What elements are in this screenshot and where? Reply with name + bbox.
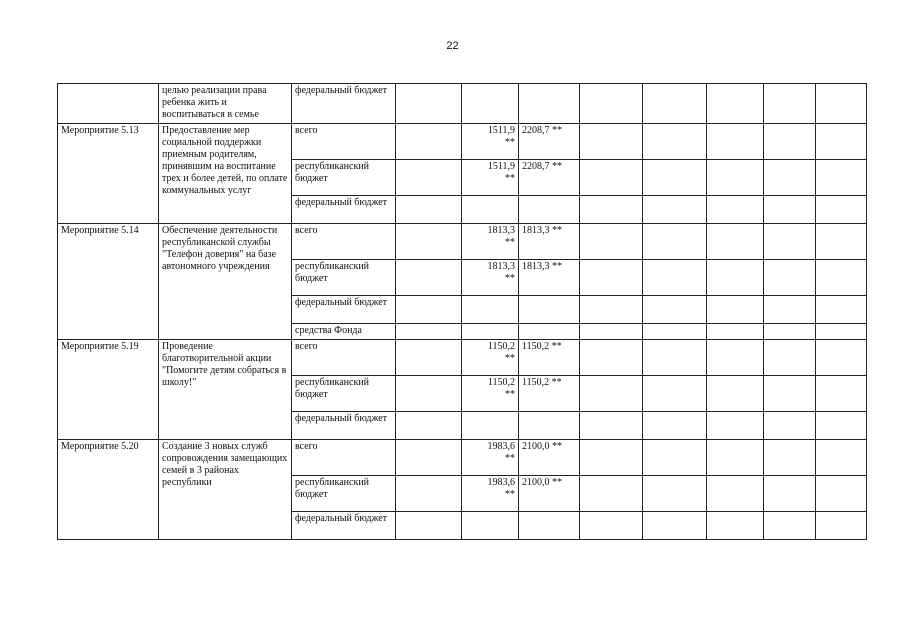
amount-footnote-mark: ** — [505, 489, 515, 500]
empty-cell — [643, 260, 707, 296]
amount-cell: 1150,2 ** — [519, 376, 580, 412]
empty-cell — [707, 160, 764, 196]
empty-cell — [396, 84, 462, 124]
empty-cell — [580, 160, 643, 196]
amount-cell: 1150,2 ** — [519, 340, 580, 376]
measure-description-cell: Проведение благотворительной акции "Помогите детям собраться в школу!" — [159, 340, 292, 440]
measure-description-cell: Предоставление мер социальной поддержки приемным родителям, принявшим на воспитание трех и более детей, по оплате коммунальных услуг — [159, 124, 292, 224]
amount-cell: 2208,7 ** — [519, 160, 580, 196]
empty-cell — [707, 260, 764, 296]
empty-cell — [764, 324, 816, 340]
amount-cell — [462, 260, 519, 296]
funding-source-cell: республиканский бюджет — [292, 376, 396, 412]
amount-value: 1511,9 — [487, 161, 515, 172]
amount-cell — [462, 412, 519, 440]
amount-cell — [462, 476, 519, 512]
empty-cell — [764, 260, 816, 296]
amount-cell — [462, 440, 519, 476]
amount-cell — [462, 196, 519, 224]
measure-name-cell: Мероприятие 5.20 — [58, 440, 159, 540]
empty-cell — [643, 296, 707, 324]
amount-cell: 1813,3 ** — [519, 224, 580, 260]
empty-cell — [816, 324, 867, 340]
amount-cell — [462, 376, 519, 412]
funding-source-cell: всего — [292, 224, 396, 260]
page-number: 22 — [446, 40, 459, 52]
amount-value: 1813,3 — [487, 225, 515, 236]
empty-cell — [643, 376, 707, 412]
empty-cell — [816, 260, 867, 296]
empty-cell — [643, 224, 707, 260]
measure-name-cell: Мероприятие 5.19 — [58, 340, 159, 440]
empty-cell — [580, 376, 643, 412]
empty-cell — [580, 476, 643, 512]
empty-cell — [580, 296, 643, 324]
empty-cell — [707, 440, 764, 476]
amount-footnote-mark: ** — [505, 389, 515, 400]
amount-footnote-mark: ** — [505, 237, 515, 248]
measure-description-cell: целью реализации права ребенка жить и воспитываться в семье — [159, 84, 292, 124]
empty-cell — [707, 196, 764, 224]
empty-cell — [764, 340, 816, 376]
empty-cell — [643, 340, 707, 376]
measure-name-cell — [58, 84, 159, 124]
amount-cell: 2100,0 ** — [519, 440, 580, 476]
funding-source-cell: федеральный бюджет — [292, 512, 396, 540]
funding-source-cell: федеральный бюджет — [292, 84, 396, 124]
empty-cell — [396, 476, 462, 512]
empty-cell — [396, 160, 462, 196]
amount-cell — [462, 512, 519, 540]
empty-cell — [816, 512, 867, 540]
funding-source-cell: республиканский бюджет — [292, 476, 396, 512]
empty-cell — [816, 376, 867, 412]
empty-cell — [580, 84, 643, 124]
empty-cell — [580, 512, 643, 540]
table-row — [58, 440, 867, 476]
measure-name-cell: Мероприятие 5.13 — [58, 124, 159, 224]
empty-cell — [764, 512, 816, 540]
empty-cell — [707, 340, 764, 376]
empty-cell — [816, 476, 867, 512]
empty-cell — [643, 160, 707, 196]
empty-cell — [707, 476, 764, 512]
funding-source-cell: республиканский бюджет — [292, 260, 396, 296]
empty-cell — [396, 340, 462, 376]
amount-cell: 1813,3 ** — [519, 260, 580, 296]
table-row — [58, 124, 867, 160]
amount-value: 1983,6 — [487, 477, 515, 488]
amount-cell: 2208,7 ** — [519, 124, 580, 160]
amount-footnote-mark: ** — [505, 273, 515, 284]
amount-value: 1150,2 — [487, 377, 515, 388]
empty-cell — [816, 296, 867, 324]
empty-cell — [580, 412, 643, 440]
empty-cell — [396, 440, 462, 476]
empty-cell — [580, 260, 643, 296]
table-row — [58, 84, 867, 124]
empty-cell — [764, 376, 816, 412]
empty-cell — [580, 440, 643, 476]
amount-value: 1150,2 — [487, 341, 515, 352]
empty-cell — [643, 412, 707, 440]
empty-cell — [816, 196, 867, 224]
empty-cell — [707, 84, 764, 124]
empty-cell — [643, 476, 707, 512]
funding-source-cell: средства Фонда — [292, 324, 396, 340]
empty-cell — [707, 224, 764, 260]
funding-source-cell: республиканский бюджет — [292, 160, 396, 196]
amount-value: 1983,6 — [487, 441, 515, 452]
empty-cell — [396, 124, 462, 160]
empty-cell — [396, 512, 462, 540]
empty-cell — [580, 124, 643, 160]
amount-cell — [519, 412, 580, 440]
table-body — [58, 84, 867, 540]
program-funding-table — [57, 83, 867, 540]
empty-cell — [643, 324, 707, 340]
funding-source-cell: федеральный бюджет — [292, 196, 396, 224]
amount-cell: 2100,0 ** — [519, 476, 580, 512]
empty-cell — [580, 196, 643, 224]
amount-cell — [462, 160, 519, 196]
funding-source-cell: всего — [292, 124, 396, 160]
funding-source-cell: федеральный бюджет — [292, 296, 396, 324]
empty-cell — [396, 196, 462, 224]
amount-cell — [462, 224, 519, 260]
empty-cell — [707, 376, 764, 412]
amount-cell — [462, 324, 519, 340]
empty-cell — [462, 84, 519, 124]
empty-cell — [396, 260, 462, 296]
empty-cell — [764, 196, 816, 224]
empty-cell — [519, 84, 580, 124]
amount-cell — [462, 296, 519, 324]
funding-source-cell: всего — [292, 440, 396, 476]
empty-cell — [707, 324, 764, 340]
measure-name-cell: Мероприятие 5.14 — [58, 224, 159, 340]
empty-cell — [816, 124, 867, 160]
empty-cell — [396, 412, 462, 440]
table-row — [58, 340, 867, 376]
empty-cell — [764, 296, 816, 324]
empty-cell — [816, 340, 867, 376]
amount-cell — [462, 124, 519, 160]
amount-footnote-mark: ** — [505, 137, 515, 148]
empty-cell — [816, 412, 867, 440]
empty-cell — [816, 84, 867, 124]
amount-value: 1813,3 — [487, 261, 515, 272]
empty-cell — [707, 296, 764, 324]
empty-cell — [643, 84, 707, 124]
empty-cell — [643, 512, 707, 540]
measure-description-cell: Обеспечение деятельности республиканской службы "Телефон доверия" на базе автономного учреждения — [159, 224, 292, 340]
empty-cell — [764, 160, 816, 196]
amount-cell — [519, 324, 580, 340]
empty-cell — [707, 412, 764, 440]
amount-footnote-mark: ** — [505, 173, 515, 184]
empty-cell — [396, 324, 462, 340]
empty-cell — [396, 296, 462, 324]
empty-cell — [396, 224, 462, 260]
empty-cell — [580, 324, 643, 340]
funding-source-cell: федеральный бюджет — [292, 412, 396, 440]
measure-description-cell: Создание 3 новых служб сопровождения замещающих семей в 3 районах республики — [159, 440, 292, 540]
empty-cell — [764, 476, 816, 512]
amount-value: 1511,9 — [487, 125, 515, 136]
empty-cell — [816, 160, 867, 196]
empty-cell — [643, 440, 707, 476]
empty-cell — [764, 124, 816, 160]
amount-cell — [462, 340, 519, 376]
amount-footnote-mark: ** — [505, 453, 515, 464]
empty-cell — [707, 512, 764, 540]
empty-cell — [643, 124, 707, 160]
empty-cell — [580, 340, 643, 376]
empty-cell — [816, 224, 867, 260]
table-row — [58, 224, 867, 260]
funding-source-cell: всего — [292, 340, 396, 376]
empty-cell — [764, 84, 816, 124]
empty-cell — [580, 224, 643, 260]
empty-cell — [707, 124, 764, 160]
amount-cell — [519, 296, 580, 324]
empty-cell — [764, 412, 816, 440]
amount-cell — [519, 512, 580, 540]
empty-cell — [643, 196, 707, 224]
empty-cell — [764, 440, 816, 476]
amount-cell — [519, 196, 580, 224]
amount-footnote-mark: ** — [505, 353, 515, 364]
empty-cell — [816, 440, 867, 476]
empty-cell — [396, 376, 462, 412]
empty-cell — [764, 224, 816, 260]
